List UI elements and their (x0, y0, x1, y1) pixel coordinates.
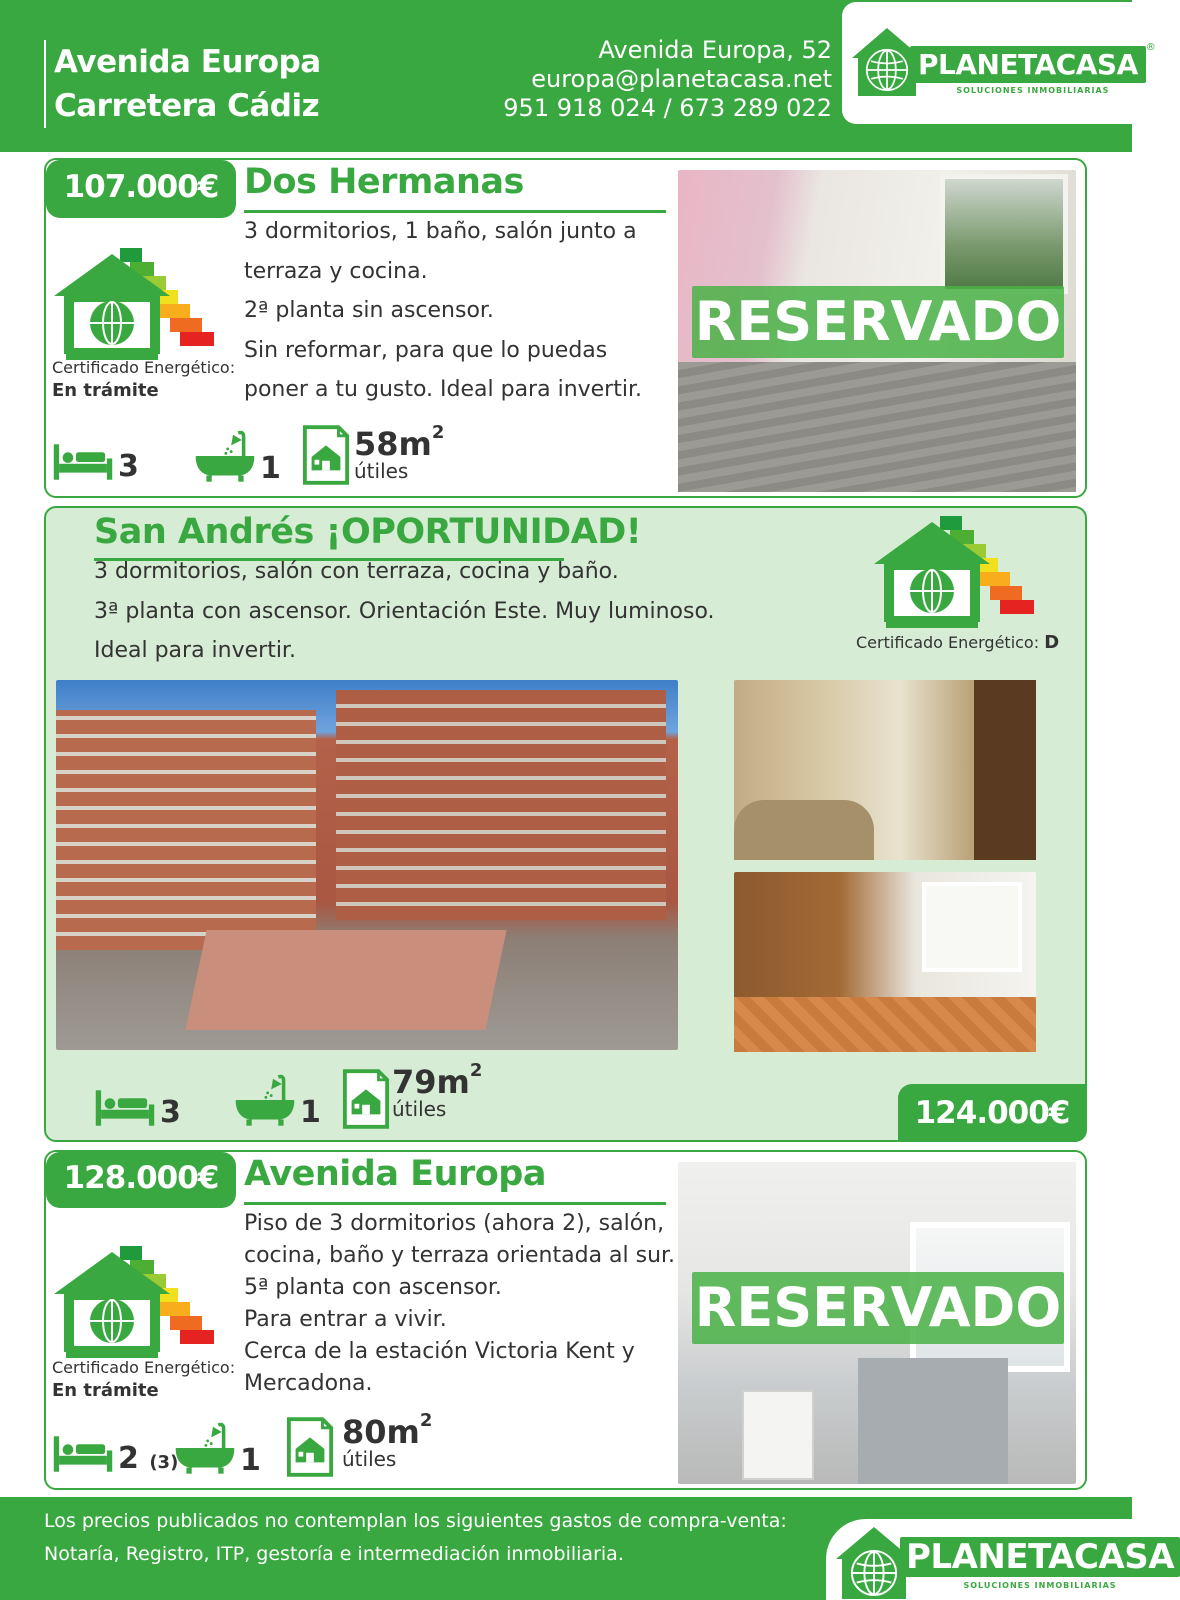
bedrooms-feature (52, 442, 139, 482)
description-line: 3ª planta con ascensor. Orientación Este. Muy luminoso. (94, 598, 715, 624)
listing-photo-kitchen[interactable] (734, 872, 1036, 1052)
listing-card-dos-hermanas[interactable] (44, 158, 1087, 498)
energy-cert-label-text: Certificado Energético: (856, 633, 1040, 652)
area-unit: útiles (342, 1447, 397, 1471)
brand-wordmark: PLANETACASA (900, 1537, 1180, 1577)
office-email[interactable]: europa@planetacasa.net (531, 65, 832, 93)
bedrooms-count: 3 (160, 1095, 181, 1130)
photo-floor (678, 362, 1076, 492)
description-line: 3 dormitorios, 1 baño, salón junto a (244, 219, 637, 244)
price-tag: 124.000€ (898, 1084, 1086, 1142)
description-line: poner a tu gusto. Ideal para invertir. (244, 377, 642, 402)
area-superscript: 2 (469, 1060, 483, 1081)
floorplan-icon (342, 1068, 390, 1130)
listing-title: Dos Hermanas (244, 162, 524, 202)
description-line: Piso de 3 dormitorios (ahora 2), salón, (244, 1211, 665, 1236)
bathtub-icon (174, 1420, 236, 1476)
area-value: 80m (342, 1413, 420, 1451)
reserved-banner: RESERVADO (692, 286, 1064, 358)
header-bar (0, 0, 1156, 152)
bathtub-icon (234, 1072, 296, 1128)
photo-sofa (734, 800, 874, 860)
bathrooms-count: 1 (260, 451, 281, 486)
description-line: Mercadona. (244, 1371, 373, 1396)
photo-washing-machine (742, 1390, 814, 1480)
description-line: 3 dormitorios, salón con terraza, cocina y baño. (94, 559, 619, 584)
energy-cert-value: En trámite (52, 380, 159, 401)
disclaimer-line-2: Notaría, Registro, ITP, gestoría e intermediación inmobiliaria. (44, 1543, 624, 1565)
bedrooms-original-count: (3) (149, 1452, 179, 1473)
photo-building-left (56, 710, 316, 950)
bathrooms-feature (194, 428, 281, 484)
listing-title: Avenida Europa (244, 1154, 546, 1194)
area-superscript: 2 (419, 1410, 433, 1431)
floorplan-icon (302, 424, 350, 486)
area-feature (354, 422, 445, 483)
description-line: Cerca de la estación Victoria Kent y (244, 1339, 635, 1364)
planetacasa-logo-footer[interactable] (834, 1537, 1180, 1590)
brand-wordmark: PLANETACASA (910, 46, 1146, 83)
price-disclaimer (44, 1505, 787, 1571)
footer-logo-box (826, 1519, 1175, 1600)
price-tag: 128.000€ (46, 1152, 236, 1208)
energy-certificate-icon (870, 512, 1040, 632)
area-unit: útiles (354, 459, 409, 483)
energy-cert-label: Certificado Energético: (52, 358, 236, 377)
description-line: terraza y cocina. (244, 258, 428, 284)
listing-description (244, 1208, 675, 1400)
bathrooms-feature (234, 1072, 321, 1128)
bedrooms-count: 3 (118, 449, 139, 484)
listing-photo-living-room[interactable] (734, 680, 1036, 860)
energy-cert-label (856, 632, 1059, 653)
bedrooms-value: 2 (118, 1441, 139, 1476)
description-line: 2ª planta sin ascensor. (244, 298, 494, 323)
office-line-1: Avenida Europa (54, 44, 321, 80)
listing-title: San Andrés ¡OPORTUNIDAD! (94, 512, 642, 552)
reserved-banner: RESERVADO (692, 1272, 1064, 1344)
photo-building-right (336, 690, 666, 920)
brand-tagline: SOLUCIONES INMOBILIARIAS (956, 86, 1110, 95)
area-superscript: 2 (431, 422, 445, 443)
area-value: 58m (354, 425, 432, 463)
energy-cert-value: D (1044, 632, 1060, 653)
description-line: cocina, baño y terraza orientada al sur. (244, 1243, 676, 1268)
photo-cabinets (858, 1358, 1008, 1484)
listing-card-san-andres[interactable] (44, 506, 1087, 1142)
bedrooms-count (118, 1441, 179, 1476)
area-value: 79m (392, 1063, 470, 1101)
photo-window (940, 174, 1068, 294)
energy-certificate-icon (50, 244, 220, 364)
energy-cert-label: Certificado Energético: (52, 1358, 236, 1377)
title-underline (244, 1202, 666, 1205)
area-unit: útiles (392, 1097, 447, 1121)
bedrooms-feature (52, 1434, 178, 1474)
office-name (44, 40, 321, 128)
floorplan-icon (286, 1416, 334, 1478)
bed-icon (94, 1088, 156, 1128)
area-feature (342, 1410, 433, 1471)
listing-photo-exterior[interactable] (56, 680, 678, 1050)
office-address: Avenida Europa, 52 (598, 36, 832, 64)
photo-kitchen-window (922, 882, 1022, 972)
listing-card-avenida-europa[interactable] (44, 1150, 1087, 1490)
registered-mark: ® (1145, 42, 1156, 53)
bathrooms-count: 1 (240, 1443, 261, 1478)
description-line: Ideal para invertir. (94, 638, 296, 663)
photo-plaza (185, 930, 506, 1030)
bed-icon (52, 1434, 114, 1474)
description-line: Sin reformar, para que lo puedas (244, 337, 608, 363)
bathrooms-feature (174, 1420, 261, 1476)
bedrooms-feature (94, 1088, 181, 1128)
area-feature (392, 1060, 483, 1121)
planetacasa-logo[interactable] (850, 42, 1156, 95)
energy-certificate-icon (50, 1242, 220, 1362)
brand-tagline: SOLUCIONES INMOBILIARIAS (963, 1581, 1117, 1590)
photo-kitchen-floor (734, 997, 1036, 1052)
footer-bar (0, 1497, 1175, 1600)
disclaimer-line-1: Los precios publicados no contemplan los siguientes gastos de compra-venta: (44, 1510, 787, 1532)
description-line: Para entrar a vivir. (244, 1307, 447, 1332)
listing-description (94, 552, 715, 671)
photo-cabinet (974, 680, 1036, 860)
office-phones[interactable]: 951 918 024 / 673 289 022 (503, 94, 832, 122)
energy-cert-value: En trámite (52, 1380, 159, 1401)
bathrooms-count: 1 (300, 1095, 321, 1130)
office-line-2: Carretera Cádiz (54, 88, 320, 124)
price-tag: 107.000€ (46, 160, 236, 218)
bed-icon (52, 442, 114, 482)
listing-description (244, 212, 642, 410)
description-line: 5ª planta con ascensor. (244, 1275, 502, 1300)
header-logo-box (842, 2, 1156, 124)
contact-block (503, 36, 832, 123)
bathtub-icon (194, 428, 256, 484)
